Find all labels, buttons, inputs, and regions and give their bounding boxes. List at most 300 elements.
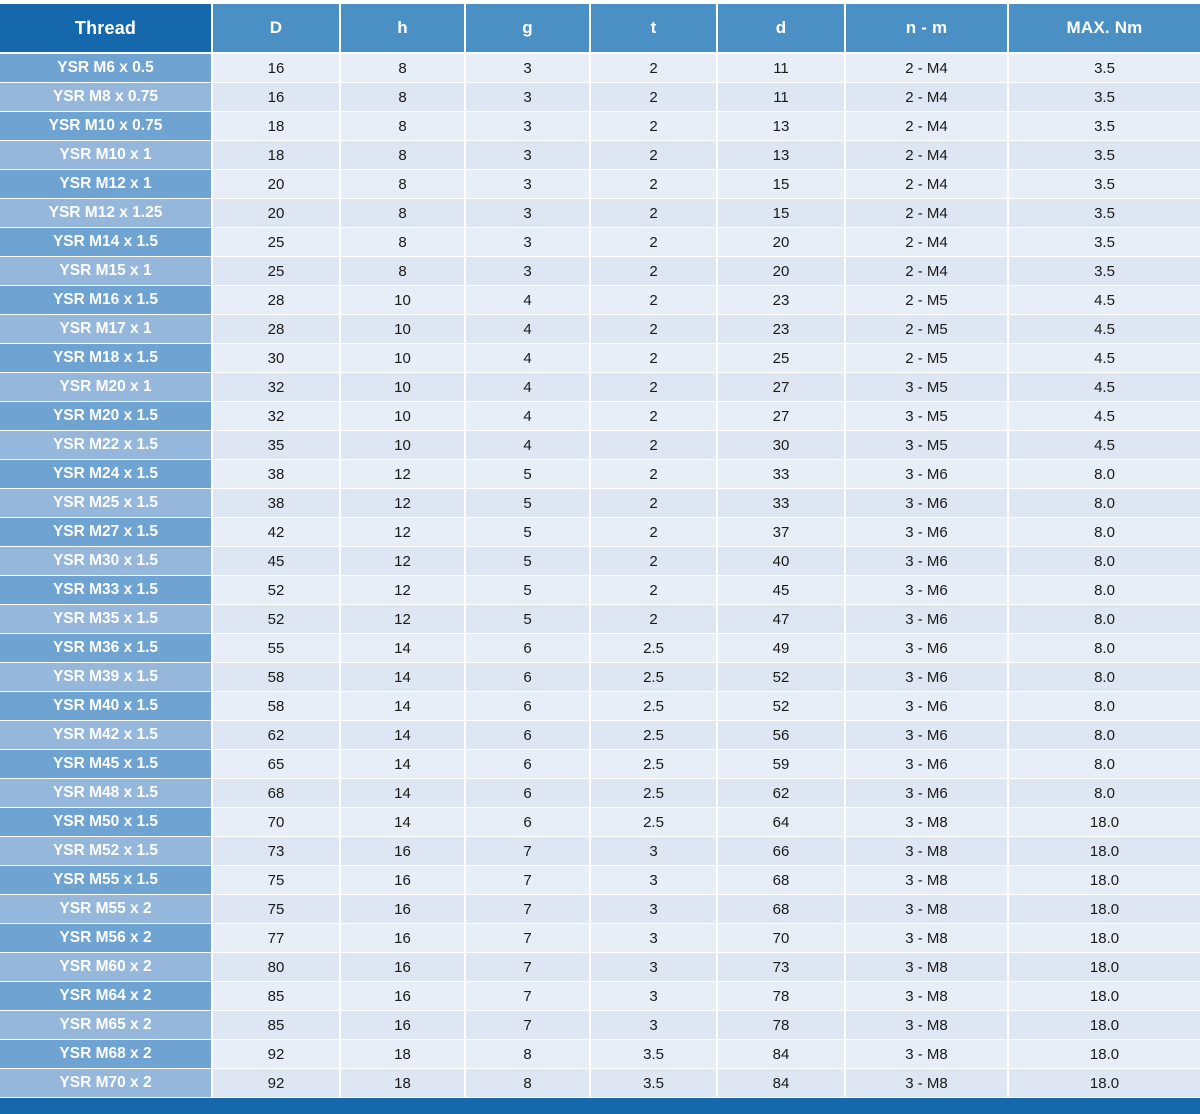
- cell-n-m: 3 - M8: [845, 1069, 1008, 1098]
- cell-g: 7: [465, 866, 590, 895]
- cell-n-m: 3 - M6: [845, 460, 1008, 489]
- cell-h: 14: [340, 692, 465, 721]
- cell-g: 5: [465, 576, 590, 605]
- cell-n-m: 2 - M4: [845, 53, 1008, 83]
- cell-t: 2: [590, 402, 717, 431]
- cell-thread: YSR M17 x 1: [0, 315, 212, 344]
- cell-h: 12: [340, 489, 465, 518]
- cell-n-m: 2 - M5: [845, 315, 1008, 344]
- cell-d: 16: [212, 83, 340, 112]
- cell-t: 2: [590, 315, 717, 344]
- cell-h: 8: [340, 170, 465, 199]
- table-body: [0, 53, 1200, 1098]
- cell-t: 2.5: [590, 634, 717, 663]
- cell-d: 45: [212, 547, 340, 576]
- cell-d: 73: [717, 953, 845, 982]
- cell-n-m: 2 - M4: [845, 257, 1008, 286]
- cell-thread: YSR M48 x 1.5: [0, 779, 212, 808]
- cell-max-nm: 8.0: [1008, 663, 1200, 692]
- cell-thread: YSR M12 x 1.25: [0, 199, 212, 228]
- cell-t: 2: [590, 199, 717, 228]
- cell-g: 3: [465, 141, 590, 170]
- column-header-h: h: [340, 4, 465, 53]
- footer-bar: [0, 1098, 1200, 1114]
- cell-g: 3: [465, 53, 590, 83]
- cell-max-nm: 8.0: [1008, 721, 1200, 750]
- cell-thread: YSR M14 x 1.5: [0, 228, 212, 257]
- cell-d: 25: [212, 257, 340, 286]
- cell-thread: YSR M55 x 2: [0, 895, 212, 924]
- cell-t: 2: [590, 286, 717, 315]
- cell-n-m: 3 - M6: [845, 547, 1008, 576]
- cell-d: 70: [717, 924, 845, 953]
- cell-g: 6: [465, 779, 590, 808]
- cell-g: 5: [465, 489, 590, 518]
- cell-h: 16: [340, 953, 465, 982]
- cell-d: 20: [212, 170, 340, 199]
- cell-d: 15: [717, 170, 845, 199]
- cell-n-m: 2 - M5: [845, 286, 1008, 315]
- cell-d: 84: [717, 1069, 845, 1098]
- cell-n-m: 3 - M8: [845, 837, 1008, 866]
- cell-d: 32: [212, 373, 340, 402]
- table-row: [0, 1011, 1200, 1040]
- cell-thread: YSR M20 x 1.5: [0, 402, 212, 431]
- cell-h: 10: [340, 431, 465, 460]
- cell-d: 16: [212, 53, 340, 83]
- cell-n-m: 2 - M4: [845, 228, 1008, 257]
- cell-n-m: 2 - M4: [845, 170, 1008, 199]
- cell-d: 78: [717, 1011, 845, 1040]
- table-row: [0, 518, 1200, 547]
- cell-d: 58: [212, 663, 340, 692]
- cell-n-m: 3 - M8: [845, 953, 1008, 982]
- column-header-n-m: n - m: [845, 4, 1008, 53]
- cell-n-m: 2 - M4: [845, 141, 1008, 170]
- cell-t: 3: [590, 895, 717, 924]
- cell-h: 18: [340, 1040, 465, 1069]
- cell-max-nm: 8.0: [1008, 489, 1200, 518]
- cell-h: 10: [340, 286, 465, 315]
- cell-d: 20: [212, 199, 340, 228]
- cell-thread: YSR M65 x 2: [0, 1011, 212, 1040]
- cell-t: 2: [590, 460, 717, 489]
- cell-max-nm: 18.0: [1008, 895, 1200, 924]
- cell-d: 11: [717, 53, 845, 83]
- column-header-thread: Thread: [0, 4, 212, 53]
- cell-d: 70: [212, 808, 340, 837]
- cell-d: 92: [212, 1069, 340, 1098]
- cell-max-nm: 18.0: [1008, 866, 1200, 895]
- cell-g: 6: [465, 663, 590, 692]
- cell-h: 8: [340, 257, 465, 286]
- cell-thread: YSR M36 x 1.5: [0, 634, 212, 663]
- cell-t: 3: [590, 982, 717, 1011]
- cell-thread: YSR M30 x 1.5: [0, 547, 212, 576]
- cell-g: 4: [465, 315, 590, 344]
- table-row: [0, 837, 1200, 866]
- cell-max-nm: 4.5: [1008, 402, 1200, 431]
- cell-g: 7: [465, 1011, 590, 1040]
- cell-n-m: 2 - M5: [845, 344, 1008, 373]
- cell-max-nm: 8.0: [1008, 547, 1200, 576]
- cell-t: 2.5: [590, 808, 717, 837]
- table-row: [0, 605, 1200, 634]
- cell-g: 8: [465, 1069, 590, 1098]
- cell-thread: YSR M45 x 1.5: [0, 750, 212, 779]
- cell-max-nm: 3.5: [1008, 141, 1200, 170]
- cell-d: 20: [717, 257, 845, 286]
- cell-d: 27: [717, 373, 845, 402]
- cell-h: 8: [340, 83, 465, 112]
- cell-t: 3: [590, 866, 717, 895]
- cell-t: 2: [590, 112, 717, 141]
- cell-thread: YSR M25 x 1.5: [0, 489, 212, 518]
- cell-t: 2.5: [590, 779, 717, 808]
- cell-d: 52: [212, 576, 340, 605]
- cell-h: 16: [340, 866, 465, 895]
- cell-g: 3: [465, 112, 590, 141]
- cell-d: 32: [212, 402, 340, 431]
- cell-d: 85: [212, 1011, 340, 1040]
- cell-n-m: 3 - M6: [845, 518, 1008, 547]
- cell-d: 59: [717, 750, 845, 779]
- cell-g: 7: [465, 982, 590, 1011]
- cell-h: 14: [340, 721, 465, 750]
- cell-t: 2: [590, 373, 717, 402]
- cell-t: 2.5: [590, 750, 717, 779]
- table-row: [0, 286, 1200, 315]
- cell-h: 8: [340, 199, 465, 228]
- cell-t: 3: [590, 1011, 717, 1040]
- cell-t: 2: [590, 489, 717, 518]
- cell-d: 45: [717, 576, 845, 605]
- cell-d: 40: [717, 547, 845, 576]
- cell-n-m: 2 - M4: [845, 199, 1008, 228]
- cell-g: 6: [465, 808, 590, 837]
- cell-max-nm: 18.0: [1008, 982, 1200, 1011]
- cell-n-m: 3 - M5: [845, 373, 1008, 402]
- cell-n-m: 3 - M8: [845, 895, 1008, 924]
- cell-max-nm: 18.0: [1008, 1011, 1200, 1040]
- cell-t: 2: [590, 431, 717, 460]
- cell-n-m: 3 - M6: [845, 779, 1008, 808]
- cell-thread: YSR M56 x 2: [0, 924, 212, 953]
- cell-n-m: 3 - M8: [845, 808, 1008, 837]
- cell-d: 65: [212, 750, 340, 779]
- table-row: [0, 53, 1200, 83]
- cell-h: 14: [340, 808, 465, 837]
- cell-thread: YSR M60 x 2: [0, 953, 212, 982]
- cell-n-m: 3 - M6: [845, 663, 1008, 692]
- cell-g: 4: [465, 286, 590, 315]
- cell-g: 5: [465, 518, 590, 547]
- cell-t: 2.5: [590, 721, 717, 750]
- cell-t: 3: [590, 953, 717, 982]
- cell-d: 68: [212, 779, 340, 808]
- cell-t: 2: [590, 53, 717, 83]
- cell-max-nm: 4.5: [1008, 373, 1200, 402]
- cell-g: 3: [465, 199, 590, 228]
- cell-n-m: 3 - M6: [845, 750, 1008, 779]
- cell-thread: YSR M64 x 2: [0, 982, 212, 1011]
- cell-g: 5: [465, 605, 590, 634]
- table-row: [0, 228, 1200, 257]
- cell-d: 37: [717, 518, 845, 547]
- cell-max-nm: 4.5: [1008, 344, 1200, 373]
- cell-d: 92: [212, 1040, 340, 1069]
- table-row: [0, 750, 1200, 779]
- cell-d: 15: [717, 199, 845, 228]
- table-row: [0, 402, 1200, 431]
- cell-n-m: 3 - M6: [845, 576, 1008, 605]
- column-header-d-lower: d: [717, 4, 845, 53]
- cell-h: 8: [340, 112, 465, 141]
- cell-d: 28: [212, 315, 340, 344]
- column-header-max-nm: MAX. Nm: [1008, 4, 1200, 53]
- cell-d: 62: [212, 721, 340, 750]
- cell-g: 5: [465, 460, 590, 489]
- cell-h: 12: [340, 460, 465, 489]
- table-header-row: [0, 4, 1200, 53]
- cell-max-nm: 3.5: [1008, 112, 1200, 141]
- cell-g: 6: [465, 692, 590, 721]
- cell-max-nm: 8.0: [1008, 605, 1200, 634]
- cell-n-m: 3 - M5: [845, 402, 1008, 431]
- cell-d: 11: [717, 83, 845, 112]
- cell-h: 12: [340, 547, 465, 576]
- table-row: [0, 982, 1200, 1011]
- cell-g: 6: [465, 634, 590, 663]
- cell-max-nm: 18.0: [1008, 924, 1200, 953]
- cell-max-nm: 18.0: [1008, 1069, 1200, 1098]
- cell-n-m: 3 - M8: [845, 866, 1008, 895]
- cell-d: 13: [717, 141, 845, 170]
- table-row: [0, 112, 1200, 141]
- table-row: [0, 692, 1200, 721]
- cell-thread: YSR M16 x 1.5: [0, 286, 212, 315]
- column-header-g: g: [465, 4, 590, 53]
- cell-thread: YSR M35 x 1.5: [0, 605, 212, 634]
- cell-t: 2: [590, 344, 717, 373]
- cell-t: 2: [590, 257, 717, 286]
- cell-max-nm: 3.5: [1008, 83, 1200, 112]
- cell-h: 12: [340, 518, 465, 547]
- cell-n-m: 3 - M6: [845, 605, 1008, 634]
- cell-g: 6: [465, 721, 590, 750]
- table-row: [0, 576, 1200, 605]
- cell-g: 3: [465, 83, 590, 112]
- cell-g: 7: [465, 895, 590, 924]
- cell-h: 8: [340, 228, 465, 257]
- cell-thread: YSR M50 x 1.5: [0, 808, 212, 837]
- table-row: [0, 1069, 1200, 1098]
- cell-n-m: 3 - M6: [845, 692, 1008, 721]
- cell-thread: YSR M33 x 1.5: [0, 576, 212, 605]
- cell-d: 75: [212, 895, 340, 924]
- cell-n-m: 3 - M6: [845, 489, 1008, 518]
- cell-max-nm: 18.0: [1008, 808, 1200, 837]
- cell-d: 49: [717, 634, 845, 663]
- cell-thread: YSR M68 x 2: [0, 1040, 212, 1069]
- table-row: [0, 895, 1200, 924]
- cell-g: 4: [465, 344, 590, 373]
- table-row: [0, 866, 1200, 895]
- cell-d: 55: [212, 634, 340, 663]
- cell-d: 25: [717, 344, 845, 373]
- cell-d: 18: [212, 112, 340, 141]
- table-row: [0, 663, 1200, 692]
- cell-max-nm: 18.0: [1008, 953, 1200, 982]
- cell-d: 68: [717, 895, 845, 924]
- table-row: [0, 344, 1200, 373]
- cell-d: 30: [212, 344, 340, 373]
- table-row: [0, 924, 1200, 953]
- cell-thread: YSR M52 x 1.5: [0, 837, 212, 866]
- cell-thread: YSR M27 x 1.5: [0, 518, 212, 547]
- cell-n-m: 3 - M8: [845, 1011, 1008, 1040]
- cell-n-m: 3 - M8: [845, 982, 1008, 1011]
- cell-d: 23: [717, 315, 845, 344]
- table-row: [0, 315, 1200, 344]
- cell-h: 14: [340, 750, 465, 779]
- cell-d: 56: [717, 721, 845, 750]
- cell-n-m: 3 - M6: [845, 634, 1008, 663]
- cell-h: 16: [340, 895, 465, 924]
- cell-d: 20: [717, 228, 845, 257]
- table-row: [0, 779, 1200, 808]
- cell-d: 58: [212, 692, 340, 721]
- cell-h: 8: [340, 141, 465, 170]
- thread-specification-table: [0, 4, 1200, 1098]
- cell-g: 5: [465, 547, 590, 576]
- cell-h: 10: [340, 373, 465, 402]
- table-row: [0, 721, 1200, 750]
- table-row: [0, 808, 1200, 837]
- cell-thread: YSR M10 x 0.75: [0, 112, 212, 141]
- cell-h: 16: [340, 924, 465, 953]
- cell-h: 14: [340, 779, 465, 808]
- cell-d: 73: [212, 837, 340, 866]
- cell-d: 13: [717, 112, 845, 141]
- cell-max-nm: 4.5: [1008, 286, 1200, 315]
- cell-max-nm: 8.0: [1008, 779, 1200, 808]
- cell-thread: YSR M24 x 1.5: [0, 460, 212, 489]
- cell-thread: YSR M8 x 0.75: [0, 83, 212, 112]
- table-row: [0, 373, 1200, 402]
- cell-d: 18: [212, 141, 340, 170]
- cell-thread: YSR M20 x 1: [0, 373, 212, 402]
- cell-max-nm: 18.0: [1008, 837, 1200, 866]
- cell-t: 2: [590, 547, 717, 576]
- cell-t: 3: [590, 837, 717, 866]
- cell-d: 33: [717, 489, 845, 518]
- cell-h: 18: [340, 1069, 465, 1098]
- cell-d: 52: [717, 692, 845, 721]
- cell-h: 16: [340, 1011, 465, 1040]
- cell-thread: YSR M12 x 1: [0, 170, 212, 199]
- table-row: [0, 489, 1200, 518]
- cell-max-nm: 4.5: [1008, 431, 1200, 460]
- cell-d: 78: [717, 982, 845, 1011]
- cell-t: 3.5: [590, 1069, 717, 1098]
- cell-thread: YSR M10 x 1: [0, 141, 212, 170]
- cell-thread: YSR M6 x 0.5: [0, 53, 212, 83]
- table-row: [0, 141, 1200, 170]
- cell-max-nm: 3.5: [1008, 170, 1200, 199]
- cell-g: 3: [465, 228, 590, 257]
- table-row: [0, 431, 1200, 460]
- cell-n-m: 3 - M8: [845, 1040, 1008, 1069]
- cell-g: 7: [465, 953, 590, 982]
- cell-t: 2: [590, 170, 717, 199]
- table-row: [0, 199, 1200, 228]
- cell-d: 77: [212, 924, 340, 953]
- cell-g: 7: [465, 924, 590, 953]
- column-header-d: D: [212, 4, 340, 53]
- cell-max-nm: 8.0: [1008, 460, 1200, 489]
- cell-d: 28: [212, 286, 340, 315]
- cell-thread: YSR M40 x 1.5: [0, 692, 212, 721]
- table-row: [0, 257, 1200, 286]
- cell-d: 62: [717, 779, 845, 808]
- cell-max-nm: 3.5: [1008, 257, 1200, 286]
- table-row: [0, 83, 1200, 112]
- cell-d: 66: [717, 837, 845, 866]
- cell-max-nm: 18.0: [1008, 1040, 1200, 1069]
- cell-thread: YSR M39 x 1.5: [0, 663, 212, 692]
- cell-max-nm: 8.0: [1008, 518, 1200, 547]
- cell-g: 3: [465, 257, 590, 286]
- cell-thread: YSR M55 x 1.5: [0, 866, 212, 895]
- cell-thread: YSR M42 x 1.5: [0, 721, 212, 750]
- column-header-t: t: [590, 4, 717, 53]
- cell-h: 12: [340, 576, 465, 605]
- cell-h: 14: [340, 663, 465, 692]
- cell-t: 2: [590, 518, 717, 547]
- cell-d: 80: [212, 953, 340, 982]
- cell-d: 27: [717, 402, 845, 431]
- cell-max-nm: 8.0: [1008, 750, 1200, 779]
- cell-n-m: 3 - M6: [845, 721, 1008, 750]
- cell-n-m: 2 - M4: [845, 83, 1008, 112]
- cell-t: 2: [590, 141, 717, 170]
- cell-max-nm: 4.5: [1008, 315, 1200, 344]
- cell-g: 7: [465, 837, 590, 866]
- cell-d: 84: [717, 1040, 845, 1069]
- cell-d: 35: [212, 431, 340, 460]
- cell-g: 4: [465, 402, 590, 431]
- cell-t: 2: [590, 605, 717, 634]
- cell-thread: YSR M22 x 1.5: [0, 431, 212, 460]
- cell-n-m: 3 - M8: [845, 924, 1008, 953]
- cell-t: 2: [590, 83, 717, 112]
- table-row: [0, 547, 1200, 576]
- table-row: [0, 634, 1200, 663]
- cell-h: 10: [340, 402, 465, 431]
- cell-d: 52: [717, 663, 845, 692]
- table-row: [0, 1040, 1200, 1069]
- cell-h: 10: [340, 315, 465, 344]
- cell-max-nm: 8.0: [1008, 576, 1200, 605]
- cell-thread: YSR M15 x 1: [0, 257, 212, 286]
- cell-h: 14: [340, 634, 465, 663]
- cell-t: 3: [590, 924, 717, 953]
- cell-thread: YSR M18 x 1.5: [0, 344, 212, 373]
- table-row: [0, 953, 1200, 982]
- table-row: [0, 460, 1200, 489]
- cell-n-m: 2 - M4: [845, 112, 1008, 141]
